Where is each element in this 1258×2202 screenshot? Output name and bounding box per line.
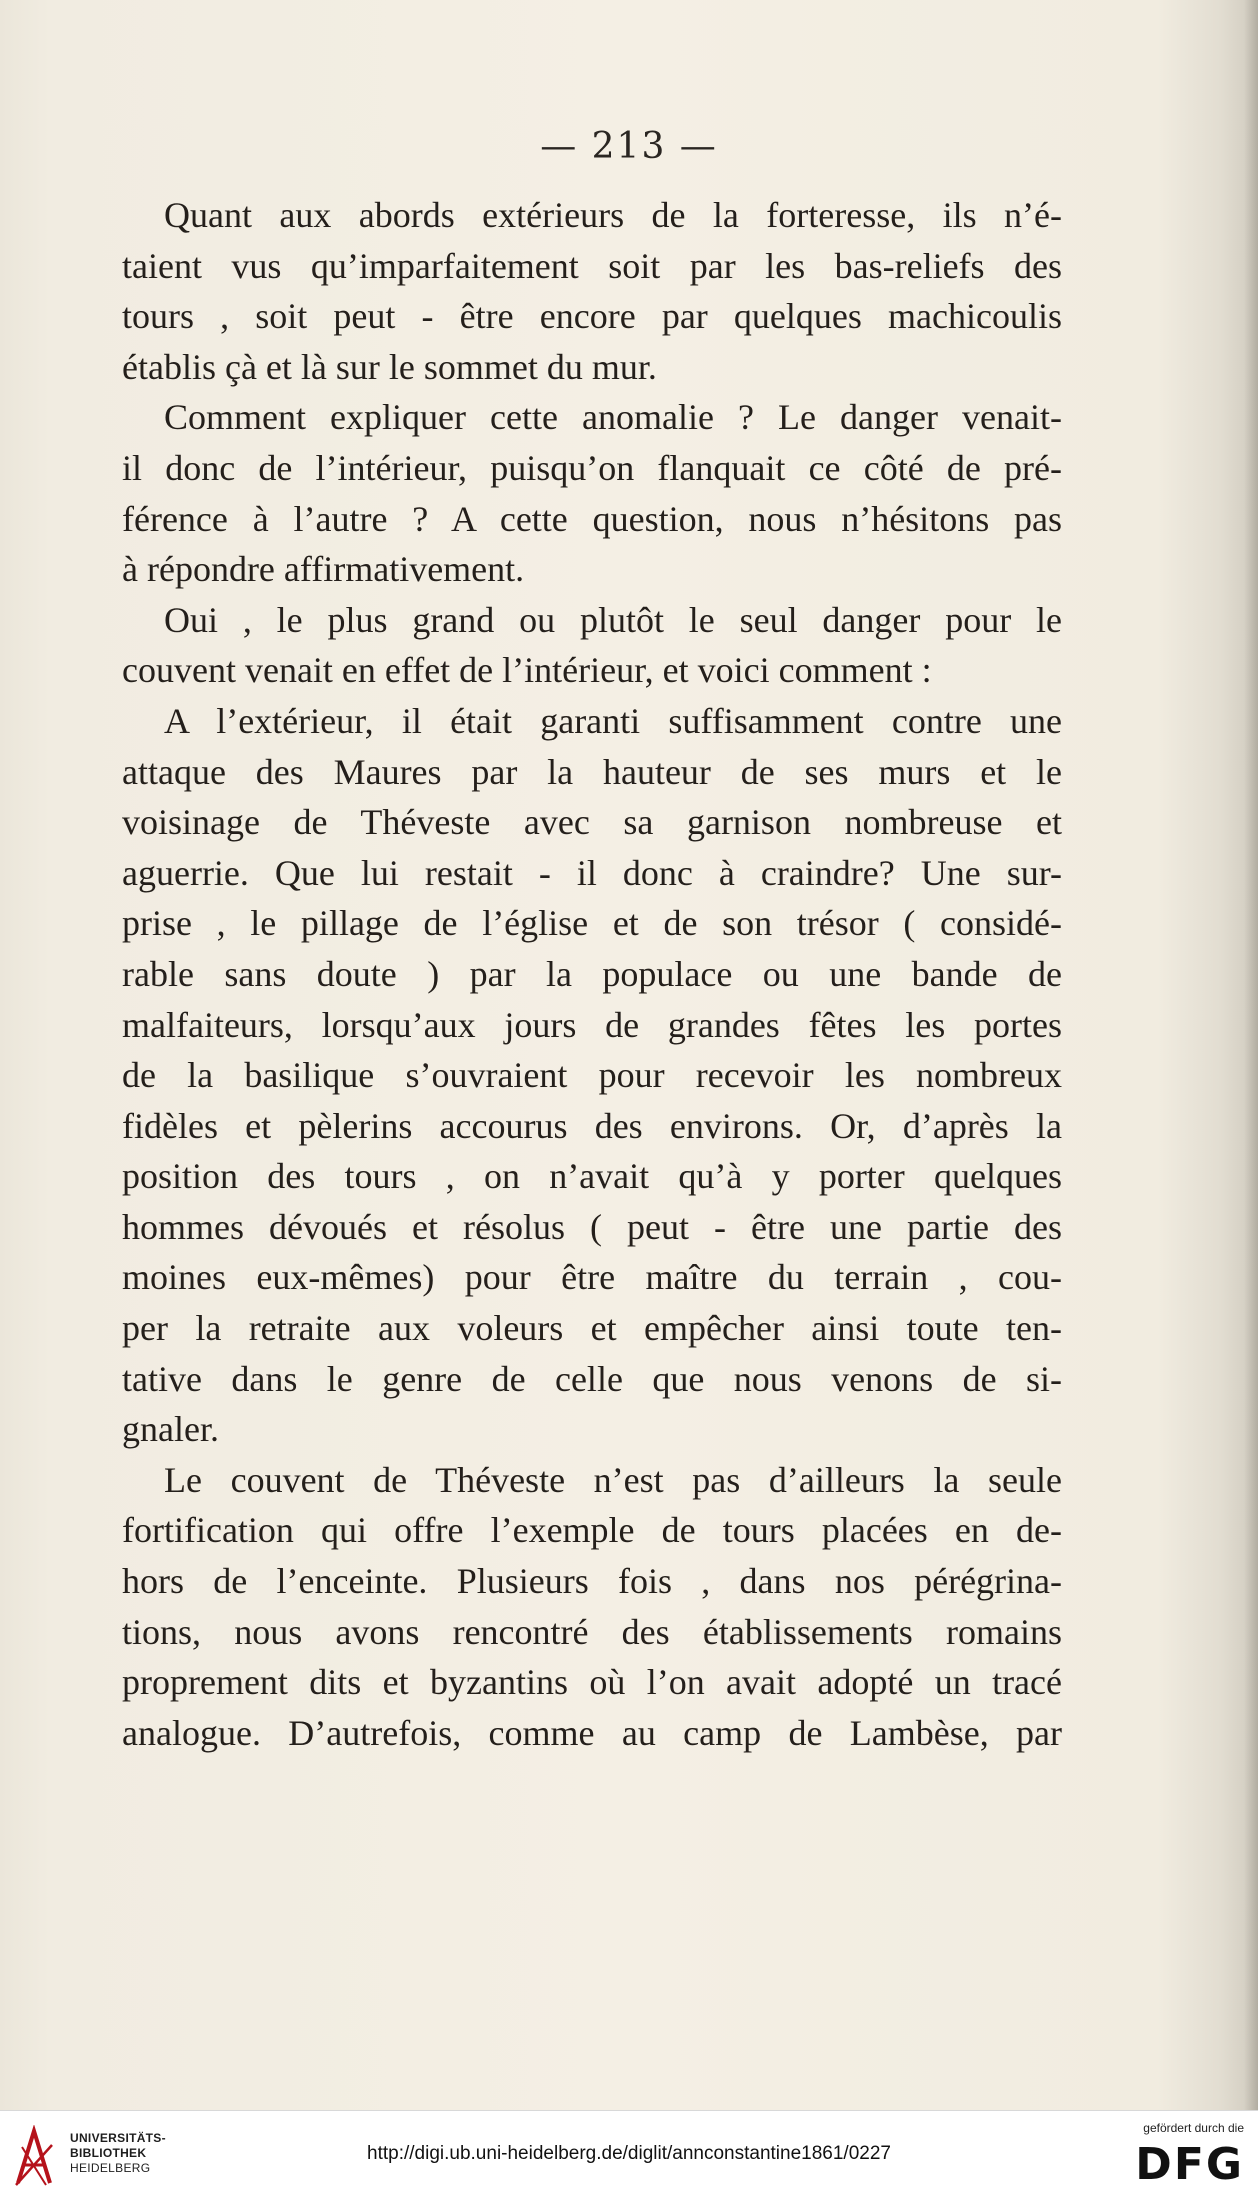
text-line: moines eux-mêmes) pour être maître du terrain , cou- bbox=[122, 1257, 1062, 1298]
library-name-line1: UNIVERSITÄTS- bbox=[70, 2131, 166, 2145]
sponsor-caption: gefördert durch die bbox=[1143, 2121, 1244, 2135]
sponsor-block bbox=[1114, 2121, 1244, 2190]
paragraph bbox=[122, 392, 1062, 594]
text-line: proprement dits et byzantins où l’on avait adopté un tracé bbox=[122, 1662, 1062, 1703]
text-line: aguerrie. Que lui restait - il donc à craindre? Une sur- bbox=[122, 852, 1062, 893]
text-line: Oui , le plus grand ou plutôt le seul danger pour le bbox=[164, 599, 1062, 640]
text-line: gnaler. bbox=[122, 1409, 219, 1450]
text-line: A l’extérieur, il était garanti suffisamment contre une bbox=[164, 700, 1062, 741]
text-line: malfaiteurs, lorsqu’aux jours de grandes fêtes les portes bbox=[122, 1004, 1062, 1045]
text-line: il donc de l’intérieur, puisqu’on flanquait ce côté de pré- bbox=[122, 447, 1062, 488]
text-line: Quant aux abords extérieurs de la forteresse, ils n’é- bbox=[164, 195, 1062, 235]
text-line: prise , le pillage de l’église et de son trésor ( considé- bbox=[122, 903, 1062, 944]
text-line: analogue. D’autrefois, comme au camp de Lambèse, par bbox=[122, 1712, 1062, 1753]
text-line: fortification qui offre l’exemple de tours placées en de- bbox=[122, 1510, 1062, 1551]
body-text bbox=[122, 190, 1062, 1758]
library-name-line2: BIBLIOTHEK bbox=[70, 2146, 147, 2160]
paragraph bbox=[122, 696, 1062, 1455]
text-line: couvent venait en effet de l’intérieur, et voici comment : bbox=[122, 650, 932, 691]
text-line: position des tours , on n’avait qu’à y porter quelques bbox=[122, 1156, 1062, 1197]
dfg-logo: DFG bbox=[1135, 2139, 1244, 2190]
text-line: tative dans le genre de celle que nous venons de si- bbox=[122, 1358, 1062, 1399]
footer-bar bbox=[0, 2110, 1258, 2202]
permalink-url[interactable]: http://digi.ub.uni-heidelberg.de/diglit/annconstantine1861/0227 bbox=[367, 2143, 891, 2164]
text-line: Le couvent de Théveste n’est pas d’ailleurs la seule bbox=[164, 1459, 1062, 1500]
text-line: de la basilique s’ouvraient pour recevoir les nombreux bbox=[122, 1055, 1062, 1096]
text-line: à répondre affirmativement. bbox=[122, 549, 525, 590]
page-edge-shadow bbox=[1244, 0, 1258, 2110]
text-line: voisinage de Théveste avec sa garnison nombreuse et bbox=[122, 802, 1062, 843]
paragraph bbox=[122, 595, 1062, 696]
text-line: rable sans doute ) par la populace ou une bande de bbox=[122, 953, 1062, 994]
library-name-line3: HEIDELBERG bbox=[70, 2161, 151, 2175]
text-line: établis çà et là sur le sommet du mur. bbox=[122, 346, 657, 387]
page-number: — 213 — bbox=[540, 126, 718, 167]
text-line: fidèles et pèlerins accourus des environs. Or, d’après la bbox=[122, 1105, 1062, 1146]
text-line: attaque des Maures par la hauteur de ses murs et le bbox=[122, 751, 1062, 792]
text-line: tions, nous avons rencontré des établissements romains bbox=[122, 1611, 1062, 1652]
text-line: tours , soit peut - être encore par quelques machicoulis bbox=[122, 296, 1062, 337]
text-line: férence à l’autre ? A cette question, nous n’hésitons pas bbox=[122, 498, 1062, 539]
text-line: Comment expliquer cette anomalie ? Le danger venait- bbox=[164, 397, 1062, 438]
text-line: hommes dévoués et résolus ( peut - être une partie des bbox=[122, 1206, 1062, 1247]
text-line: taient vus qu’imparfaitement soit par les bas-reliefs des bbox=[122, 245, 1062, 286]
paragraph bbox=[122, 190, 1062, 392]
text-line: hors de l’enceinte. Plusieurs fois , dans nos pérégrina- bbox=[122, 1561, 1062, 1602]
paragraph bbox=[122, 1455, 1062, 1759]
text-line: per la retraite aux voleurs et empêcher ainsi toute ten- bbox=[122, 1308, 1062, 1349]
